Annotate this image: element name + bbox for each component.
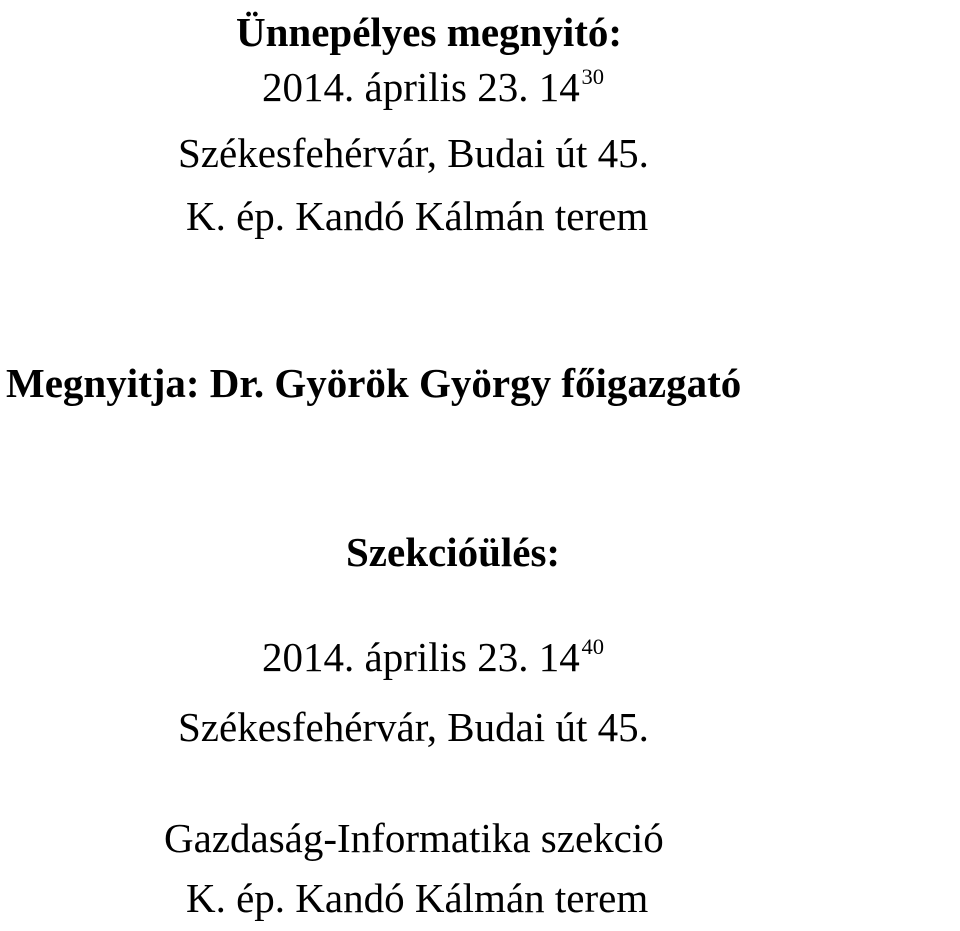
opening-address: Székesfehérvár, Budai út 45. xyxy=(178,130,649,176)
opening-heading: Ünnepélyes megnyitó: xyxy=(236,9,623,55)
section-room: K. ép. Kandó Kálmán terem xyxy=(186,875,649,921)
opening-date: 2014. április 23. 14 xyxy=(262,64,580,110)
section-address: Székesfehérvár, Budai út 45. xyxy=(178,704,649,750)
opener-line: Megnyitja: Dr. Györök György főigazgató xyxy=(6,360,742,406)
opening-datetime xyxy=(262,63,605,110)
opening-room: K. ép. Kandó Kálmán terem xyxy=(186,193,649,239)
section-date: 2014. április 23. 14 xyxy=(262,634,580,680)
section-heading: Szekcióülés: xyxy=(346,529,561,575)
section-time-minutes: 40 xyxy=(581,633,605,659)
opening-time-minutes: 30 xyxy=(581,63,605,89)
section-name: Gazdaság-Informatika szekció xyxy=(164,815,664,861)
section-datetime xyxy=(262,633,605,680)
